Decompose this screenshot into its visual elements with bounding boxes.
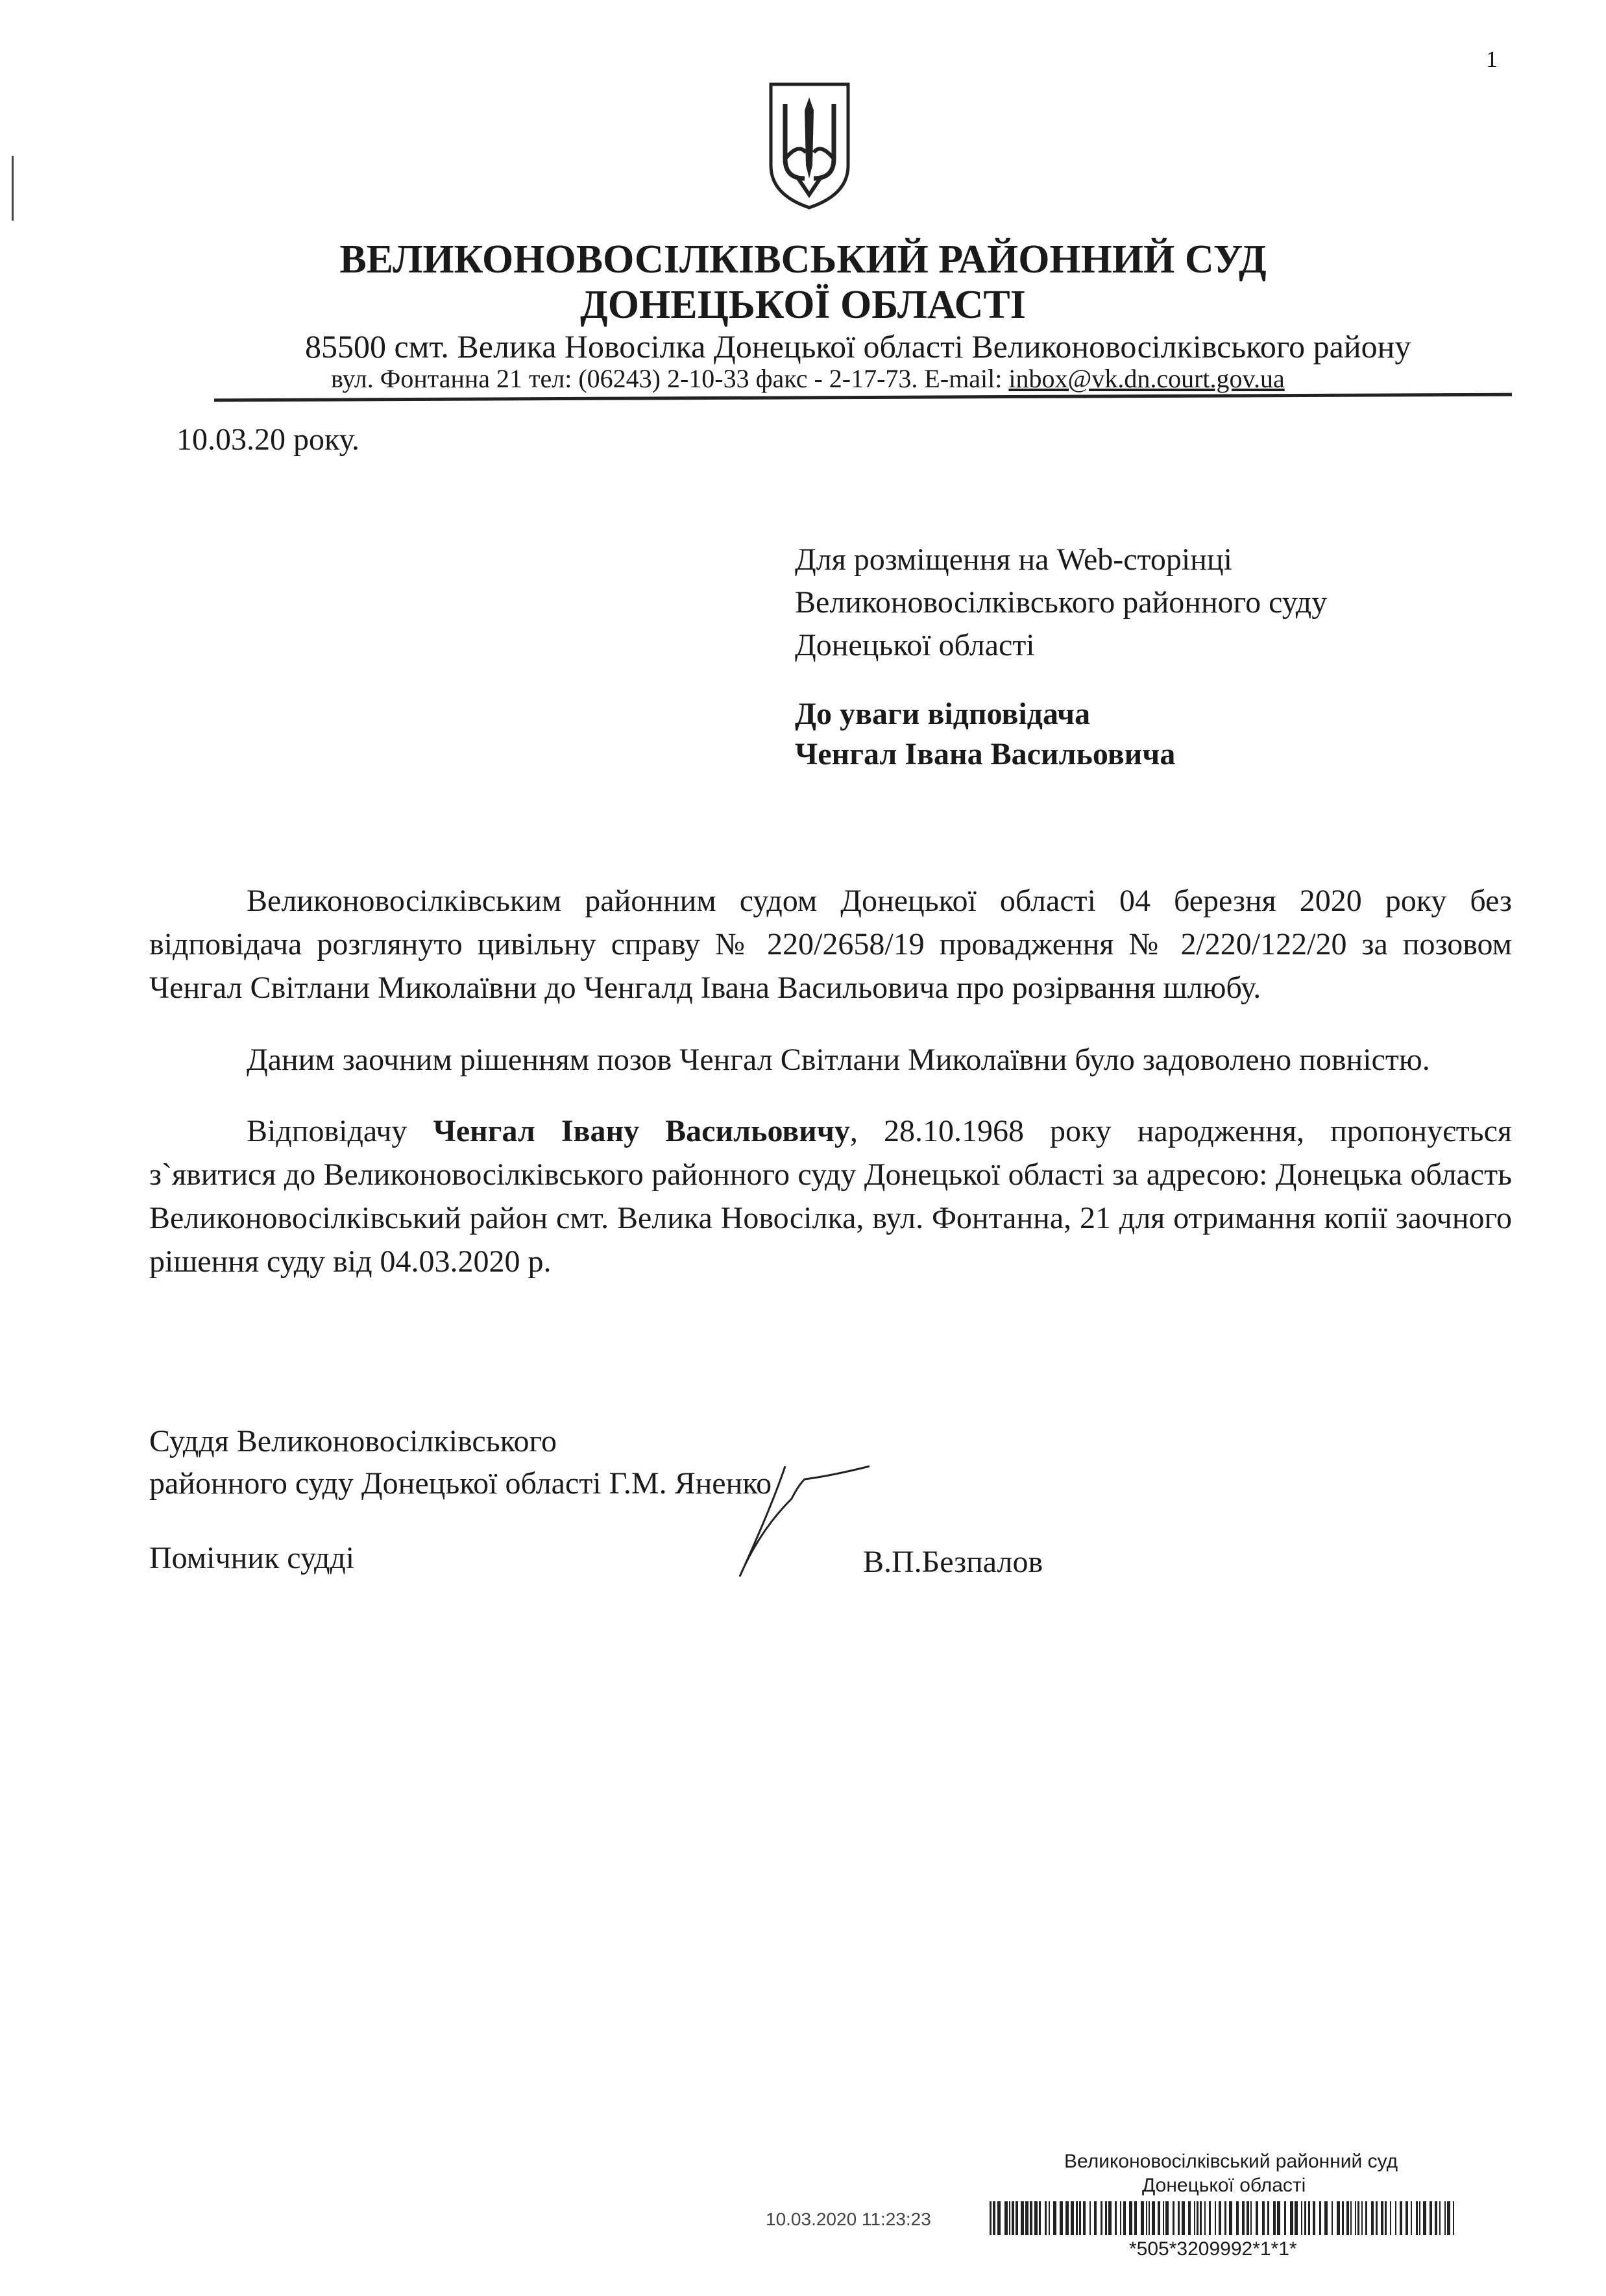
- barcode-bar: [1324, 2201, 1328, 2235]
- barcode-bar: [1385, 2201, 1387, 2235]
- barcode-bar: [1060, 2201, 1063, 2235]
- addressee-line: Для розміщення на Web-сторінці: [795, 542, 1232, 577]
- barcode-bar: [1163, 2201, 1164, 2235]
- court-title: ВЕЛИКОНОВОСІЛКІВСЬКИЙ РАЙОННИЙ СУД: [339, 237, 1267, 282]
- barcode-bar: [1120, 2201, 1121, 2235]
- p3-rest: , 28.10.1968 року народження, пропонується з`явитися до Великоновосілківського районного суду Донецької області за адресою: Донецька область Великоновосілківський район смт. Велика Новосілка, вул. Фонтанна, 21 для отримання копії заочного рішення суду від 04.03.2020 р.: [149, 1114, 1513, 1279]
- barcode-bar: [1215, 2201, 1216, 2235]
- barcode-bar: [1101, 2201, 1102, 2235]
- barcode-bar: [1319, 2201, 1321, 2235]
- barcode-bar: [1071, 2201, 1074, 2235]
- barcode-bar: [1089, 2201, 1091, 2235]
- barcode-bar: [1390, 2201, 1391, 2235]
- barcode-bar: [1182, 2201, 1185, 2235]
- barcode-bar: [1423, 2201, 1426, 2235]
- body-paragraph-2: Даним заочним рішенням позов Ченгал Світлани Миколаївни було задоволено повністю.: [247, 1043, 1430, 1077]
- barcode-bar: [1295, 2201, 1298, 2235]
- barcode-bar: [1165, 2201, 1169, 2235]
- handwritten-signature: [714, 1453, 876, 1583]
- barcode-bar: [993, 2201, 995, 2235]
- barcode-bar: [1039, 2201, 1041, 2235]
- addressee-line: Великоновосілківського районного суду: [795, 585, 1328, 620]
- addressee-line: Донецької області: [795, 628, 1035, 662]
- assistant-label: Помічник судді: [149, 1541, 355, 1575]
- barcode-bar: [1419, 2201, 1420, 2235]
- barcode-bar: [1355, 2201, 1356, 2235]
- barcode-bar: [1030, 2201, 1032, 2235]
- court-contacts: [331, 363, 1285, 394]
- barcode-bar: [1376, 2201, 1378, 2235]
- barcode-bar: [1108, 2201, 1112, 2235]
- attention-name: Ченгал Івана Васильовича: [795, 737, 1176, 771]
- scan-edge-mark: [12, 156, 14, 221]
- barcode-bar: [1242, 2201, 1245, 2235]
- barcode-bar: [1273, 2201, 1276, 2235]
- attention-block: [795, 694, 1509, 775]
- barcode-bar: [1262, 2201, 1265, 2235]
- barcode-bar: [1250, 2201, 1252, 2235]
- barcode-bar: [1236, 2201, 1239, 2235]
- barcode-bar: [1197, 2201, 1198, 2235]
- barcode-bar: [1256, 2201, 1258, 2235]
- barcode-bar: [1045, 2201, 1047, 2235]
- barcode-bar: [1173, 2201, 1174, 2235]
- barcode-bar: [1346, 2201, 1349, 2235]
- court-address: 85500 смт. Велика Новосілка Донецької області Великоновосілківського району: [305, 328, 1411, 365]
- p3-prefix: Відповідачу: [247, 1114, 433, 1148]
- barcode-bar: [1247, 2201, 1249, 2235]
- barcode-bar: [1004, 2201, 1008, 2235]
- barcode-bar: [1400, 2201, 1402, 2235]
- barcode-bar: [1453, 2201, 1454, 2235]
- barcode-bar: [1350, 2201, 1352, 2235]
- barcode-bar: [1021, 2201, 1024, 2235]
- barcode-bar: [1284, 2201, 1286, 2235]
- stamp-timestamp: 10.03.2020 11:23:23: [766, 2209, 931, 2229]
- barcode-bar: [1012, 2201, 1014, 2235]
- barcode-bar: [1308, 2201, 1310, 2235]
- barcode-bar: [1357, 2201, 1359, 2235]
- barcode-bar: [1416, 2201, 1418, 2235]
- barcode-bar: [1365, 2201, 1367, 2235]
- defendant-name: Ченгал Івану Васильовичу: [433, 1114, 850, 1148]
- barcode-bar: [1381, 2201, 1383, 2235]
- barcode-bar: [1025, 2201, 1028, 2235]
- stamp-court-region: Донецької області: [1142, 2175, 1306, 2196]
- barcode-bar: [1332, 2201, 1333, 2235]
- barcode-bar: [1224, 2201, 1226, 2235]
- addressee-block: [795, 538, 1509, 667]
- barcode-bar: [1178, 2201, 1180, 2235]
- court-region: ДОНЕЦЬКОЇ ОБЛАСТІ: [580, 283, 1026, 327]
- barcode-bar: [1411, 2201, 1412, 2235]
- barcode-bar: [1277, 2201, 1280, 2235]
- barcode-bar: [990, 2201, 992, 2235]
- barcode-bar: [1194, 2201, 1195, 2235]
- barcode-bar: [1079, 2201, 1081, 2235]
- barcode-text: *505*3209992*1*1*: [1129, 2238, 1297, 2260]
- stamp-court-name: Великоновосілківський районний суд: [1064, 2151, 1398, 2172]
- attention-line: До уваги відповідача: [795, 697, 1091, 731]
- barcode-bar: [1301, 2201, 1302, 2235]
- body-paragraph-3: [149, 1109, 1512, 1283]
- barcode-bar: [1016, 2201, 1018, 2235]
- barcode-bar: [1188, 2201, 1191, 2235]
- barcode-bar: [1149, 2201, 1150, 2235]
- barcode-bar: [1371, 2201, 1374, 2235]
- barcode-bar: [1209, 2201, 1211, 2235]
- barcode-bar: [1200, 2201, 1202, 2235]
- barcode-bar: [1094, 2201, 1097, 2235]
- barcode-bar: [1219, 2201, 1221, 2235]
- barcode-bar: [1152, 2201, 1155, 2235]
- coat-of-arms-icon: [766, 81, 853, 211]
- barcode-bar: [997, 2201, 1001, 2235]
- barcode-bar: [1204, 2201, 1206, 2235]
- contacts-text: вул. Фонтанна 21 тел: (06243) 2-10-33 факс - 2-17-73. E-mail:: [331, 364, 1009, 393]
- barcode-bar: [1304, 2201, 1306, 2235]
- header-divider: [214, 393, 1512, 402]
- barcode-bar: [1361, 2201, 1363, 2235]
- barcode-bar: [1405, 2201, 1408, 2235]
- judge-name: районного суду Донецької області Г.М. Яненко: [149, 1466, 772, 1501]
- body-paragraph-1: Великоновосілківським районним судом Донецької області 04 березня 2020 року без відповідача розглянуто цивільну справу № 220/2658/19 провадження № 2/220/122/20 за позовом Ченгал Світлани Миколаївни до Ченгалд Івана Васильовича про розірвання шлюбу.: [149, 884, 1512, 1005]
- barcode-bar: [1053, 2201, 1056, 2235]
- barcode-bar: [1229, 2201, 1232, 2235]
- barcode-bar: [1141, 2201, 1144, 2235]
- barcode-bar: [1439, 2201, 1441, 2235]
- barcode-bar: [1342, 2201, 1344, 2235]
- barcode-bar: [1290, 2201, 1293, 2235]
- page-number: 1: [1486, 46, 1498, 72]
- barcode-bar: [1395, 2201, 1396, 2235]
- barcode-bar: [1447, 2201, 1450, 2235]
- barcode-bar: [1076, 2201, 1078, 2235]
- barcode-bar: [1430, 2201, 1432, 2235]
- barcode: [990, 2201, 1457, 2235]
- barcode-bar: [1129, 2201, 1132, 2235]
- email-link[interactable]: inbox@vk.dn.court.gov.ua: [1008, 364, 1285, 393]
- judge-title: Суддя Великоновосілківського: [149, 1424, 557, 1458]
- barcode-bar: [1313, 2201, 1315, 2235]
- barcode-bar: [1435, 2201, 1437, 2235]
- document-date: 10.03.20 року.: [176, 422, 359, 457]
- barcode-bar: [1146, 2201, 1147, 2235]
- barcode-bar: [1034, 2201, 1038, 2235]
- barcode-bar: [1115, 2201, 1117, 2235]
- barcode-bar: [1065, 2201, 1069, 2235]
- barcode-bar: [1009, 2201, 1010, 2235]
- barcode-bar: [1105, 2201, 1107, 2235]
- barcode-bar: [1444, 2201, 1446, 2235]
- barcode-bar: [1267, 2201, 1269, 2235]
- barcode-bar: [1158, 2201, 1160, 2235]
- barcode-bar: [1123, 2201, 1126, 2235]
- barcode-bar: [1083, 2201, 1086, 2235]
- assistant-name: В.П.Безпалов: [863, 1545, 1043, 1579]
- barcode-bar: [1134, 2201, 1137, 2235]
- barcode-bar: [1337, 2201, 1340, 2235]
- barcode-bar: [1049, 2201, 1050, 2235]
